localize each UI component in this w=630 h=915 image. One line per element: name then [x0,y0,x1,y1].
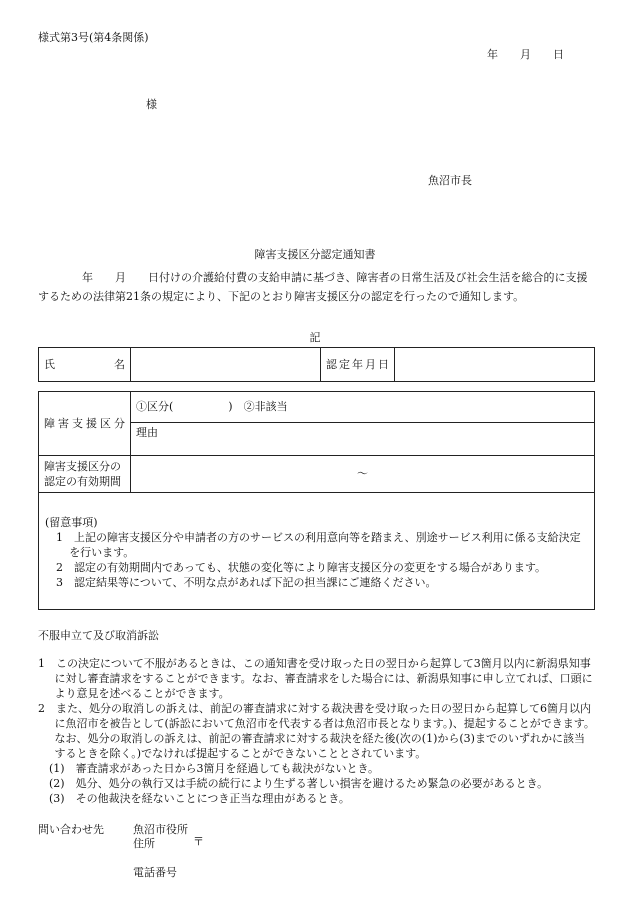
category-label: 障害支援区分 [44,416,125,430]
notes-heading: (留意事項) [45,516,98,529]
reason-cell [131,423,595,456]
period-label-line1: 障害支援区分の [44,460,121,473]
contact-office: 魚沼市役所 [133,823,188,836]
contact-label: 問い合わせ先 [38,823,104,836]
intro-paragraph: 年 月 日付けの介護給付費の支給申請に基づき、障害者の日常生活及び社会生活を総合的に支援するための法律第21条の規定により、下記のとおり障害支援区分の認定を行ったので通知します。 [38,271,588,303]
note-item: 3 認定結果等について、不明な点があれば下記の担当課にご連絡ください。 [56,576,437,589]
reason-label: 理由 [136,426,158,439]
notes-cell [39,493,595,610]
postal-mark: 〒 [193,835,204,848]
ki-label: 記 [309,331,321,344]
addressee-suffix: 様 [146,98,157,111]
note-item: 1 上記の障害支援区分や申請者の方のサービスの利用意向等を踏まえ、別途サービス利用に係る支給決定を行います。 [56,531,581,559]
applicant-table [38,347,595,382]
name-label-cell [39,348,131,382]
period-value: ～ [131,456,595,493]
contact-address-label: 住所 [133,837,155,850]
name-value [131,348,321,382]
date-line: 年 月 日 [487,48,564,61]
note-item: 2 認定の有効期間内であっても、状態の変化等により障害支援区分の変更をする場合があります。 [56,561,547,574]
cert-date-value [395,348,595,382]
appeal-item-2: 2 また、処分の取消しの訴えは、前記の審査請求に対する裁決書を受け取った日の翌日から起算して6箇月以内に魚沼市を被告として(訴訟において魚沼市を代表する者は魚沼市長となります。)、提起することができます。なお、処分の取消しの訴えは、前記の審査請求に対する裁決を経た後(次の(1)から(3)までのいずれかに該当するときを除く。)でなければ提起することができないこととされています。 [38,702,595,760]
document-title: 障害支援区分認定通知書 [254,248,376,261]
name-label: 氏名 [44,357,125,371]
appeal-subitem-3: (3) その他裁決を経ないことにつき正当な理由があるとき。 [49,792,350,805]
appeal-subitem-2: (2) 処分、処分の執行又は手続の続行により生ずる著しい損害を避けるため緊急の必要があるとき。 [49,777,549,790]
appeal-heading: 不服申立て及び取消訴訟 [38,629,159,642]
period-label-cell [39,456,131,493]
category-options: ①区分( ) ②非該当 [131,392,595,423]
appeal-subitem-1: (1) 審査請求があった日から3箇月を経過しても裁決がないとき。 [49,762,380,775]
issuer-name: 魚沼市長 [428,174,472,187]
category-label-cell [39,392,131,456]
appeal-item-1: 1 この決定について不服があるときは、この通知書を受け取った日の翌日から起算して3箇月以内に新潟県知事に対し審査請求をすることができます。なお、審査請求をした場合には、新潟県知事に申し立てれば、口頭により意見を述べることができます。 [38,657,593,700]
cert-date-label-cell [321,348,395,382]
appeal-section [38,656,595,806]
cert-date-label: 認定年月日 [326,357,389,371]
contact-phone-label: 電話番号 [133,866,177,879]
form-number: 様式第3号(第4条関係) [38,31,149,44]
certification-table [38,391,595,610]
period-label-line2: 認定の有効期間 [44,475,121,488]
